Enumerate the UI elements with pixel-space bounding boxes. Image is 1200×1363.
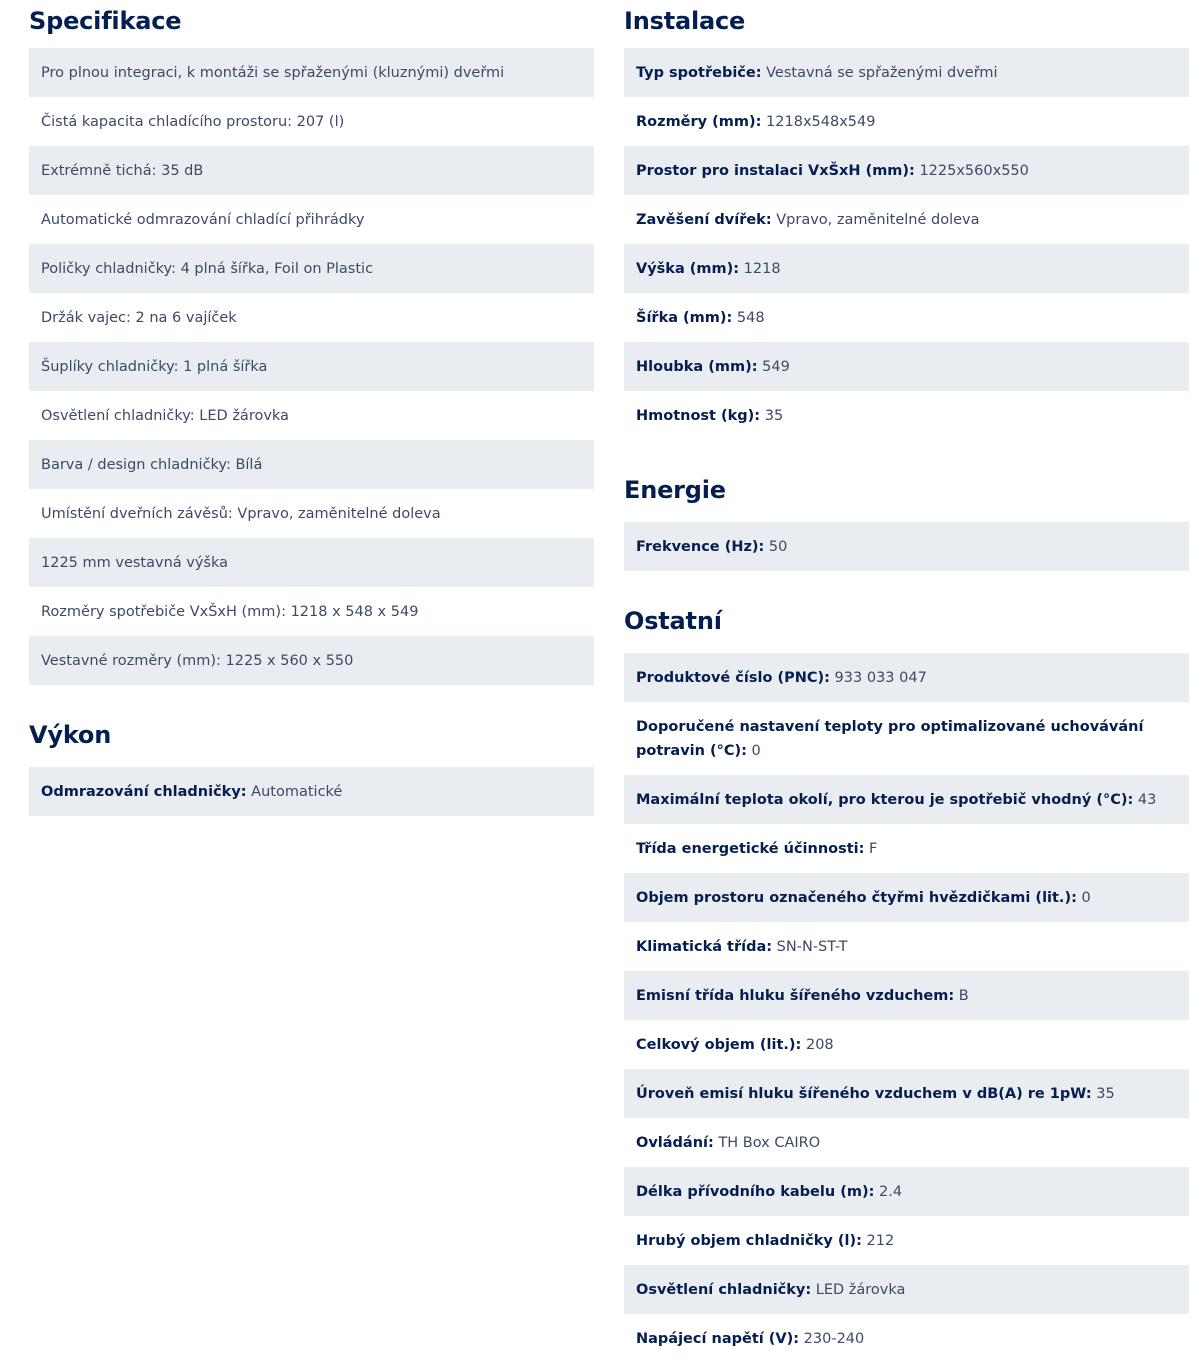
- right-column: [624, 0, 1189, 1363]
- spec-value: 50: [764, 539, 788, 555]
- vykon-heading: Výkon: [29, 721, 112, 749]
- spec-row: [624, 824, 1189, 873]
- spec-value: F: [864, 841, 878, 857]
- spec-label: Zavěšení dvířek:: [636, 212, 772, 228]
- spec-row: [624, 1265, 1189, 1314]
- spec-text: Umístění dveřních závěsů: Vpravo, zaměnitelné doleva: [41, 506, 441, 522]
- spec-row: [624, 391, 1189, 440]
- spec-value: B: [954, 988, 969, 1004]
- spec-label: Hmotnost (kg):: [636, 408, 761, 424]
- spec-value: Vpravo, zaměnitelné doleva: [771, 212, 980, 228]
- spec-row: [624, 48, 1189, 97]
- spec-row: [624, 293, 1189, 342]
- spec-row: [29, 146, 594, 195]
- spec-text: 1225 mm vestavná výška: [41, 555, 229, 571]
- spec-row: [29, 293, 594, 342]
- spec-row: [29, 342, 594, 391]
- spec-text: Barva / design chladničky: Bílá: [41, 457, 263, 473]
- spec-text: Šuplíky chladničky: 1 plná šířka: [41, 359, 268, 375]
- spec-row: [29, 195, 594, 244]
- spec-value: 35: [1091, 1086, 1115, 1102]
- spec-row: [624, 1118, 1189, 1167]
- specifikace-list: [29, 48, 594, 685]
- spec-row: [29, 391, 594, 440]
- spec-value: 43: [1133, 792, 1157, 808]
- spec-label: Rozměry (mm):: [636, 114, 762, 130]
- spec-label: Třída energetické účinnosti:: [636, 841, 865, 857]
- spec-row: [624, 97, 1189, 146]
- spec-row: [624, 971, 1189, 1020]
- spec-label: Ovládání:: [636, 1135, 714, 1151]
- spec-label: Hloubka (mm):: [636, 359, 758, 375]
- spec-row: [29, 440, 594, 489]
- spec-row: [29, 244, 594, 293]
- spec-value: 0: [746, 743, 761, 759]
- spec-label: Odmrazování chladničky:: [41, 784, 247, 800]
- ostatni-heading: Ostatní: [624, 607, 722, 635]
- spec-row: [624, 342, 1189, 391]
- energie-list: [624, 522, 1189, 571]
- spec-value: 35: [760, 408, 784, 424]
- spec-value: Automatické: [246, 784, 343, 800]
- spec-row: [624, 1020, 1189, 1069]
- spec-value: 0: [1076, 890, 1091, 906]
- spec-label: Hrubý objem chladničky (l):: [636, 1233, 862, 1249]
- spec-label: Napájecí napětí (V):: [636, 1331, 800, 1347]
- spec-value: LED žárovka: [811, 1282, 906, 1298]
- spec-label: Délka přívodního kabelu (m):: [636, 1184, 875, 1200]
- spec-label: Objem prostoru označeného čtyřmi hvězdičkami (lit.):: [636, 890, 1077, 906]
- spec-text: Extrémně tichá: 35 dB: [41, 163, 204, 179]
- spec-text: Automatické odmrazování chladící přihrádky: [41, 212, 365, 228]
- spec-label: Maximální teplota okolí, pro kterou je spotřebič vhodný (°C):: [636, 792, 1134, 808]
- spec-text: Čistá kapacita chladícího prostoru: 207 (l): [41, 114, 345, 130]
- spec-value: 1218: [739, 261, 781, 277]
- spec-row: [29, 538, 594, 587]
- spec-text: Rozměry spotřebiče VxŠxH (mm): 1218 x 548 x 549: [41, 604, 419, 620]
- spec-row: [29, 97, 594, 146]
- spec-row: [624, 922, 1189, 971]
- ostatni-list: [624, 653, 1189, 1363]
- energie-heading: Energie: [624, 476, 726, 504]
- spec-value: Vestavná se spřaženými dveřmi: [761, 65, 998, 81]
- spec-label: Produktové číslo (PNC):: [636, 670, 830, 686]
- spec-label: Emisní třída hluku šířeného vzduchem:: [636, 988, 955, 1004]
- spec-label: Celkový objem (lit.):: [636, 1037, 802, 1053]
- spec-label: Úroveň emisí hluku šířeného vzduchem v dB(A) re 1pW:: [636, 1086, 1092, 1102]
- spec-value: 1218x548x549: [761, 114, 876, 130]
- left-column: [29, 0, 594, 816]
- spec-value: TH Box CAIRO: [713, 1135, 821, 1151]
- spec-value: 2.4: [874, 1184, 903, 1200]
- spec-label: Typ spotřebiče:: [636, 65, 762, 81]
- spec-row: [29, 636, 594, 685]
- spec-row: [624, 1069, 1189, 1118]
- spec-row: [624, 1216, 1189, 1265]
- spec-label: Prostor pro instalaci VxŠxH (mm):: [636, 163, 915, 179]
- spec-row: [624, 1314, 1189, 1363]
- spec-value: 933 033 047: [829, 670, 927, 686]
- spec-text: Držák vajec: 2 na 6 vajíček: [41, 310, 237, 326]
- spec-text: Pro plnou integraci, k montáži se spřaženými (kluznými) dveřmi: [41, 65, 505, 81]
- spec-text: Poličky chladničky: 4 plná šířka, Foil on Plastic: [41, 261, 374, 277]
- spec-row: [29, 767, 594, 816]
- spec-row: [624, 702, 1189, 775]
- spec-label: Osvětlení chladničky:: [636, 1282, 812, 1298]
- spec-text: Vestavné rozměry (mm): 1225 x 560 x 550: [41, 653, 354, 669]
- spec-label: Doporučené nastavení teploty pro optimalizované uchovávání potravin (°C):: [636, 719, 1144, 759]
- spec-row: [624, 873, 1189, 922]
- spec-value: 1225x560x550: [914, 163, 1029, 179]
- spec-value: 549: [757, 359, 790, 375]
- spec-label: Frekvence (Hz):: [636, 539, 765, 555]
- spec-row: [624, 244, 1189, 293]
- instalace-list: [624, 48, 1189, 440]
- spec-text: Osvětlení chladničky: LED žárovka: [41, 408, 289, 424]
- instalace-heading: Instalace: [624, 7, 746, 35]
- spec-row: [29, 489, 594, 538]
- spec-value: 230-240: [799, 1331, 865, 1347]
- spec-row: [29, 48, 594, 97]
- spec-value: 548: [732, 310, 765, 326]
- spec-label: Klimatická třída:: [636, 939, 773, 955]
- spec-label: Šířka (mm):: [636, 310, 733, 326]
- spec-row: [29, 587, 594, 636]
- spec-row: [624, 146, 1189, 195]
- spec-row: [624, 522, 1189, 571]
- vykon-list: [29, 767, 594, 816]
- spec-value: 212: [861, 1233, 895, 1249]
- spec-label: Výška (mm):: [636, 261, 740, 277]
- spec-row: [624, 653, 1189, 702]
- spec-row: [624, 195, 1189, 244]
- spec-value: SN-N-ST-T: [772, 939, 848, 955]
- spec-value: 208: [801, 1037, 834, 1053]
- spec-row: [624, 775, 1189, 824]
- specifikace-heading: Specifikace: [29, 7, 182, 35]
- spec-row: [624, 1167, 1189, 1216]
